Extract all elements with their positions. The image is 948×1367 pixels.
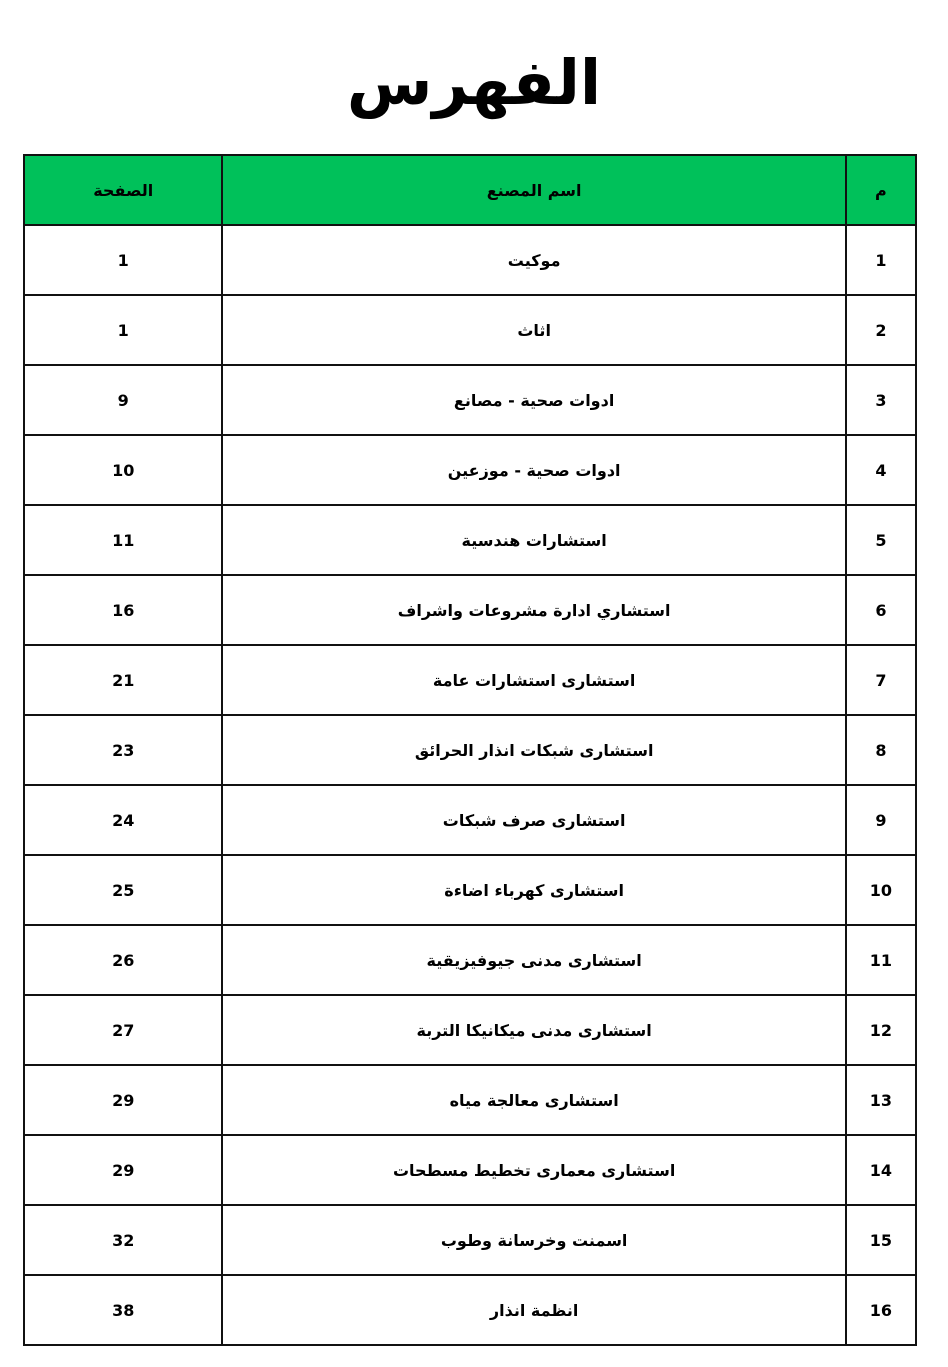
row-number: 11 [846, 925, 916, 995]
row-number: 4 [846, 435, 916, 505]
row-page: 26 [24, 925, 222, 995]
page-title: الفهرس [346, 46, 602, 119]
row-number: 9 [846, 785, 916, 855]
row-page: 32 [24, 1205, 222, 1275]
row-name: موكيت [222, 225, 845, 295]
table-row [24, 645, 916, 715]
row-number: 15 [846, 1205, 916, 1275]
row-page: 38 [24, 1275, 222, 1345]
row-number: 5 [846, 505, 916, 575]
table-row [24, 995, 916, 1065]
row-name: استشارى مدنى ميكانيكا التربة [222, 995, 845, 1065]
row-page: 27 [24, 995, 222, 1065]
row-page: 29 [24, 1065, 222, 1135]
row-name: استشاري ادارة مشروعات واشراف [222, 575, 845, 645]
header-page: الصفحة [24, 155, 222, 225]
row-page: 9 [24, 365, 222, 435]
row-name: ادوات صحية - موزعين [222, 435, 845, 505]
table-row [24, 715, 916, 785]
row-name: انظمة انذار [222, 1275, 845, 1345]
index-table [23, 154, 917, 1346]
table-row [24, 365, 916, 435]
row-name: اسمنت وخرسانة وطوب [222, 1205, 845, 1275]
table-row [24, 1065, 916, 1135]
table-row [24, 435, 916, 505]
row-number: 7 [846, 645, 916, 715]
row-name: استشارات هندسية [222, 505, 845, 575]
row-number: 6 [846, 575, 916, 645]
table-row [24, 505, 916, 575]
row-page: 1 [24, 295, 222, 365]
row-number: 1 [846, 225, 916, 295]
table-row [24, 1205, 916, 1275]
table-header [24, 155, 916, 225]
table-row [24, 1275, 916, 1345]
row-name: استشارى شبكات انذار الحرائق [222, 715, 845, 785]
header-row [24, 155, 916, 225]
row-name: استشارى صرف شبكات [222, 785, 845, 855]
row-name: استشارى مدنى جيوفيزيقية [222, 925, 845, 995]
row-name: استشارى معمارى تخطيط مسطحات [222, 1135, 845, 1205]
row-page: 23 [24, 715, 222, 785]
row-page: 25 [24, 855, 222, 925]
row-number: 14 [846, 1135, 916, 1205]
row-name: ادوات صحية - مصانع [222, 365, 845, 435]
row-page: 29 [24, 1135, 222, 1205]
header-name: اسم المصنع [222, 155, 845, 225]
row-number: 10 [846, 855, 916, 925]
row-name: اثاث [222, 295, 845, 365]
table-row [24, 295, 916, 365]
table-row [24, 1135, 916, 1205]
row-page: 16 [24, 575, 222, 645]
row-number: 13 [846, 1065, 916, 1135]
table-row [24, 575, 916, 645]
row-page: 1 [24, 225, 222, 295]
row-number: 2 [846, 295, 916, 365]
row-page: 24 [24, 785, 222, 855]
row-number: 3 [846, 365, 916, 435]
header-number: م [846, 155, 916, 225]
table-body [24, 225, 916, 1345]
table-row [24, 785, 916, 855]
row-name: استشارى كهرباء اضاءة [222, 855, 845, 925]
row-number: 8 [846, 715, 916, 785]
table-row [24, 925, 916, 995]
row-page: 10 [24, 435, 222, 505]
table-row [24, 225, 916, 295]
table-row [24, 855, 916, 925]
row-page: 11 [24, 505, 222, 575]
row-page: 21 [24, 645, 222, 715]
row-name: استشارى استشارات عامة [222, 645, 845, 715]
row-name: استشارى معالجة مياه [222, 1065, 845, 1135]
row-number: 16 [846, 1275, 916, 1345]
row-number: 12 [846, 995, 916, 1065]
